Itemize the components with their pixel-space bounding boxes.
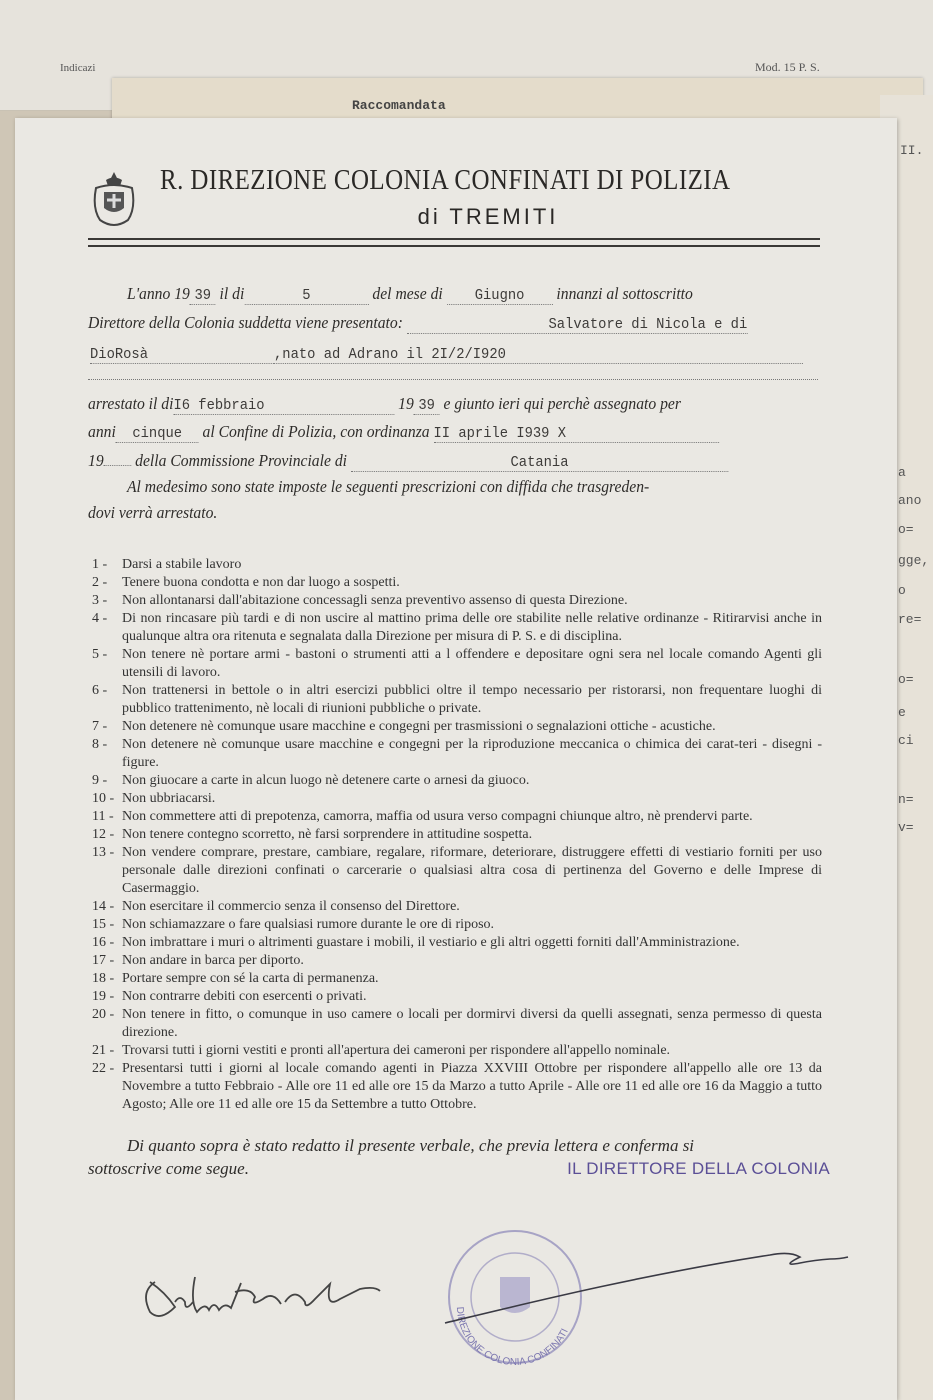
item-text: Non giuocare a carte in alcun luogo nè detenere carte o arnesi da giuoco. bbox=[122, 773, 530, 788]
item-number: 20 - bbox=[92, 1007, 115, 1022]
item-number: 14 - bbox=[92, 899, 115, 914]
list-item bbox=[92, 1042, 822, 1060]
fragment-text: e bbox=[898, 705, 906, 720]
item-text: Non detenere nè comunque usare macchine e congegni per trasmissioni o segnalazioni ottiche - acustiche. bbox=[122, 719, 716, 734]
item-number: 3 - bbox=[92, 593, 108, 608]
item-number: 18 - bbox=[92, 971, 115, 986]
background-label-raccomandata: Raccomandata bbox=[352, 98, 446, 113]
label: il di bbox=[219, 284, 245, 303]
field-arrest-year: 39 bbox=[414, 397, 440, 415]
list-item bbox=[92, 1060, 822, 1114]
list-item bbox=[92, 574, 822, 592]
list-item bbox=[92, 592, 822, 610]
item-number: 5 - bbox=[92, 647, 108, 662]
list-item bbox=[92, 718, 822, 736]
item-number: 11 - bbox=[92, 809, 114, 824]
round-stamp-text: DIREZIONE COLONIA CONFINATI bbox=[453, 1306, 571, 1369]
list-item bbox=[92, 934, 822, 952]
page-subtitle: di TREMITI bbox=[417, 204, 559, 229]
page-title: R. DIREZIONE COLONIA CONFINATI DI POLIZIA bbox=[160, 164, 731, 196]
prescriptions-list bbox=[92, 556, 822, 1114]
list-item bbox=[92, 610, 822, 646]
item-text: Non andare in barca per diporto. bbox=[122, 953, 304, 968]
field-month: Giugno bbox=[447, 287, 553, 305]
prescriptions-and-closing bbox=[88, 556, 830, 1180]
item-number: 7 - bbox=[92, 719, 108, 734]
header-rule bbox=[88, 238, 820, 240]
item-text: Di non rincasare più tardi e di non uscire al mattino prima delle ore stabilite nelle relative ordinanze - Ritirarvisi anche in qualunque altra ora ritenuta e segnalata dalla Direzione per misura di P. S. e di disciplina. bbox=[122, 611, 822, 644]
label: della Commissione Provinciale di bbox=[135, 451, 347, 470]
field-ordinance: II aprile I939 X bbox=[434, 425, 719, 443]
label: Direttore della Colonia suddetta viene presentato: bbox=[88, 313, 403, 332]
fragment-text: ci bbox=[898, 733, 914, 748]
field-arrest-date: I6 febbraio bbox=[173, 397, 394, 415]
list-item bbox=[92, 844, 822, 898]
item-number: 9 - bbox=[92, 773, 108, 788]
item-number: 22 - bbox=[92, 1061, 115, 1076]
list-item bbox=[92, 556, 822, 574]
item-number: 6 - bbox=[92, 683, 108, 698]
list-item bbox=[92, 790, 822, 808]
background-label-indicazioni: Indicazi bbox=[60, 62, 96, 74]
field-blank bbox=[104, 465, 132, 466]
item-number: 4 - bbox=[92, 611, 108, 626]
item-text: Non detenere nè comunque usare macchine e congegni per la riproduzione meccanica o chimica dei carat-teri - disegni - figure. bbox=[122, 737, 822, 770]
closing-row bbox=[88, 1157, 830, 1180]
list-item bbox=[92, 916, 822, 934]
list-item bbox=[92, 952, 822, 970]
fragment-text: gge, bbox=[898, 553, 930, 568]
item-text: Non esercitare il commercio senza il consenso del Direttore. bbox=[122, 899, 460, 914]
form-line-8: dovi verrà arrestato. bbox=[88, 503, 218, 522]
list-item bbox=[92, 1006, 822, 1042]
blank-line bbox=[88, 379, 818, 380]
header-rule bbox=[88, 245, 820, 247]
label: del mese di bbox=[372, 284, 443, 303]
item-number: 13 - bbox=[92, 845, 115, 860]
item-number: 19 - bbox=[92, 989, 115, 1004]
fragment-text: re= bbox=[898, 612, 922, 627]
label: 19 bbox=[398, 394, 414, 413]
field-province: Catania bbox=[351, 454, 728, 472]
form-line-7: Al medesimo sono state imposte le seguenti prescrizioni con diffida che trasgreden- bbox=[127, 477, 650, 496]
fragment-text: II. bbox=[900, 143, 924, 158]
item-text: Non vendere comprare, prestare, cambiare, regalare, riformare, deteriorare, distruggere effetti di vestiario forniti per uso personale dalle direzioni confinati o carcerarie o qualsiasi altra cosa di pertinenza del Governo e delle Imprese di Casermaggio. bbox=[122, 845, 822, 896]
item-number: 8 - bbox=[92, 737, 108, 752]
closing-block bbox=[88, 1134, 830, 1180]
list-item bbox=[92, 970, 822, 988]
item-text: Trovarsi tutti i giorni vestiti e pronti all'apertura dei cameroni per rispondere all'appello nominale. bbox=[122, 1043, 671, 1058]
fragment-text: n= bbox=[898, 792, 914, 807]
fragment-text: v= bbox=[898, 820, 914, 835]
item-text: Non tenere contegno scorretto, nè farsi sorprendere in attitudine sospetta. bbox=[122, 827, 533, 842]
director-signature bbox=[440, 1235, 850, 1335]
item-number: 1 - bbox=[92, 557, 108, 572]
item-text: Non tenere nè portare armi - bastoni o strumenti atti a l offendere e depositare ogni sera nel locale comando Agenti gli utensili di lavoro. bbox=[122, 647, 822, 680]
closing-line-1: Di quanto sopra è stato redatto il presente verbale, che previa lettera e conferma si bbox=[127, 1136, 695, 1155]
item-number: 17 - bbox=[92, 953, 115, 968]
fragment-text: o bbox=[898, 583, 906, 598]
background-label-mod: Mod. 15 P. S. bbox=[755, 60, 820, 74]
field-birth: ,nato ad Adrano il 2I/2/I920 bbox=[274, 346, 803, 364]
label: e giunto ieri qui perchè assegnato per bbox=[443, 394, 681, 413]
closing-line-2: sottoscrive come segue. bbox=[88, 1159, 249, 1178]
fragment-text: o= bbox=[898, 672, 914, 687]
list-item bbox=[92, 988, 822, 1006]
item-text: Tenere buona condotta e non dar luogo a sospetti. bbox=[122, 575, 400, 590]
form-line-5 bbox=[88, 422, 719, 443]
field-years: cinque bbox=[116, 425, 199, 443]
form-line-4 bbox=[88, 394, 681, 415]
field-year: 39 bbox=[190, 287, 216, 305]
form-line-2 bbox=[88, 313, 747, 334]
fragment-text: ano bbox=[898, 493, 922, 508]
item-text: Non contrarre debiti con esercenti o privati. bbox=[122, 989, 367, 1004]
list-item bbox=[92, 772, 822, 790]
item-text: Non schiamazzare o fare qualsiasi rumore durante le ore di riposo. bbox=[122, 917, 495, 932]
fragment-text: a bbox=[898, 465, 906, 480]
item-number: 15 - bbox=[92, 917, 115, 932]
label: innanzi al sottoscritto bbox=[556, 284, 693, 303]
fragment-text: o= bbox=[898, 522, 914, 537]
label: L'anno 19 bbox=[127, 284, 190, 303]
item-text: Darsi a stabile lavoro bbox=[122, 557, 242, 572]
item-number: 16 - bbox=[92, 935, 115, 950]
list-item bbox=[92, 646, 822, 682]
item-number: 12 - bbox=[92, 827, 115, 842]
field-name-cont: DioRosà bbox=[90, 346, 274, 364]
item-text: Non imbrattare i muri o altrimenti guastare i mobili, il vestiario e gli altri oggetti forniti dall'Amministrazione. bbox=[122, 935, 740, 950]
list-item bbox=[92, 898, 822, 916]
item-text: Non allontanarsi dall'abitazione concessagli senza preventivo assenso di questa Direzione. bbox=[122, 593, 628, 608]
form-line-6 bbox=[88, 451, 728, 472]
field-name: Salvatore di Nicola e di bbox=[407, 316, 747, 334]
form-line-1 bbox=[127, 284, 693, 305]
list-item bbox=[92, 682, 822, 718]
label: 19 bbox=[88, 451, 104, 470]
item-text: Presentarsi tutti i giorni al locale comando agenti in Piazza XXVIII Ottobre per rispondere all'appello alle ore 13 da Novembre a tutto Febbraio - Alle ore 11 ed alle ore 15 da Marzo a tutto Aprile - Alle ore 11 ed alle ore 16 da Maggio a tutto Agosto; Alle ore 11 ed alle ore 15 da Settembre a tutto Ottobre. bbox=[122, 1061, 822, 1112]
item-text: Portare sempre con sé la carta di permanenza. bbox=[122, 971, 379, 986]
list-item bbox=[92, 808, 822, 826]
item-number: 2 - bbox=[92, 575, 108, 590]
item-text: Non tenere in fitto, o comunque in uso camere o locali per dormirvi diversi da quelli assegnati, senza permesso di questa direzione. bbox=[122, 1007, 822, 1040]
label: anni bbox=[88, 422, 116, 441]
list-item bbox=[92, 736, 822, 772]
form-line-3 bbox=[90, 343, 803, 364]
label: arrestato il di bbox=[88, 394, 174, 413]
field-day: 5 bbox=[244, 287, 368, 305]
item-number: 10 - bbox=[92, 791, 115, 806]
list-item bbox=[92, 826, 822, 844]
director-stamp: IL DIRETTORE DELLA COLONIA bbox=[567, 1159, 830, 1178]
prisoner-signature bbox=[135, 1262, 385, 1332]
item-text: Non trattenersi in bettole o in altri esercizi pubblici oltre il tempo necessario per ristorarsi, non frequentare luoghi di pubblico trattenimento, nè locali di riunioni pubbliche o private. bbox=[122, 683, 822, 716]
item-text: Non commettere atti di prepotenza, camorra, maffia od usura verso compagni chiunque altro, nè prendervi parte. bbox=[122, 809, 753, 824]
label: al Confine di Polizia, con ordinanza bbox=[202, 422, 430, 441]
item-number: 21 - bbox=[92, 1043, 115, 1058]
item-text: Non ubbriacarsi. bbox=[122, 791, 216, 806]
